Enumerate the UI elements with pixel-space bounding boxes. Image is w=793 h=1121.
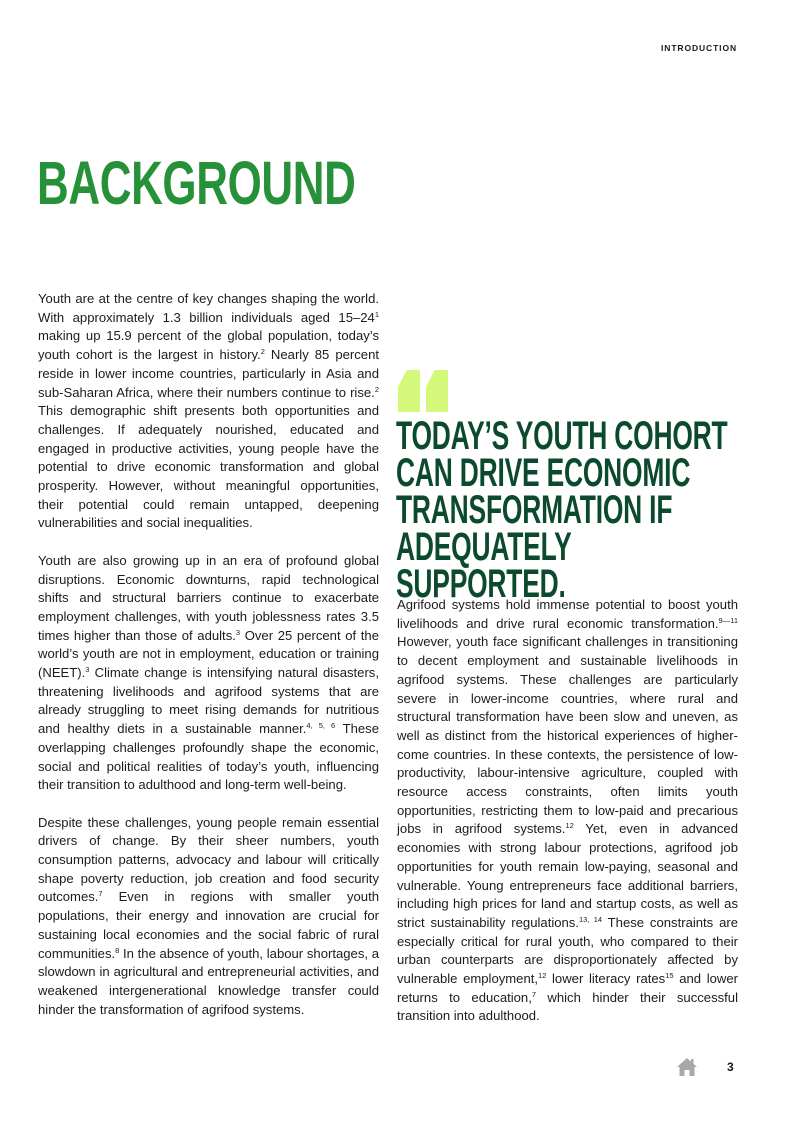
body-text: lower literacy rates — [546, 971, 666, 987]
body-text: However, youth face significant challenges in transitioning to decent employment and sustainable livelihoods in agrifood systems. These challenges are particularly severe in lower-income countries, where rural and structural transformation have been slow and uneven, as well as distinct from the historical experiences of higher-come countries. In these contexts, the persistence of low-productivity, labour-intensive agriculture, coupled with resource access constraints, often limits youth opportunities, restricting them to low-paid and precarious jobs in agrifood systems. — [397, 634, 738, 837]
footnote-ref[interactable]: 15 — [665, 971, 674, 981]
footnote-ref[interactable]: 12 — [538, 971, 547, 981]
body-text: Despite these challenges, young people remain essential drivers of change. By their sheer numbers, youth consumption patterns, advocacy and labour will critically shape poverty reduction, job creation and food security outcomes. — [38, 814, 379, 905]
body-text: Even in regions with smaller youth populations, their energy and innovation are crucial for sustaining local economies and the social fabric of rural communities. — [38, 889, 379, 961]
footnote-ref[interactable]: 2 — [260, 347, 265, 357]
section-label: INTRODUCTION — [661, 43, 737, 53]
home-icon[interactable] — [676, 1057, 698, 1077]
footnote-ref[interactable]: 8 — [115, 945, 120, 955]
right-column — [397, 596, 738, 1045]
pull-quote-text: TODAY’S YOUTH COHORT CAN DRIVE ECONOMIC TRANSFORMATION IF ADEQUATELY SUPPORTED. — [396, 414, 728, 606]
paragraph — [38, 290, 379, 533]
footnote-ref[interactable]: 3 — [235, 627, 241, 637]
page-footer — [676, 1057, 734, 1077]
footnote-ref[interactable]: 4, 5, 6 — [306, 721, 336, 731]
body-text: which hinder their successful transition into adulthood. — [397, 989, 739, 1024]
footnote-ref[interactable]: 1 — [374, 309, 379, 319]
body-text: Nearly 85 percent reside in lower income countries, particularly in Asia and sub-Saharan Africa, where their numbers continue to rise. — [38, 347, 379, 400]
body-text: Over 25 percent of the world’s youth are not in employment, education or training (NEET). — [38, 627, 379, 681]
footnote-ref[interactable]: 2 — [374, 384, 379, 394]
footnote-ref[interactable]: 7 — [98, 889, 103, 899]
body-text: making up 15.9 percent of the global population, today’s youth cohort is the largest in history. — [38, 328, 379, 363]
body-text: Youth are at the centre of key changes shaping the world. With approximately 1.3 billion individuals aged 15–24 — [38, 291, 379, 325]
body-text: In the absence of youth, labour shortages, a slowdown in agricultural and entrepreneurial activities, and weakened intergenerational knowledge transfer could hinder the transformation of agrifood systems. — [38, 945, 379, 1017]
body-text: Agrifood systems hold immense potential to boost youth livelihoods and drive rural economic transformation. — [397, 597, 738, 631]
footnote-ref[interactable]: 9—11 — [718, 615, 738, 625]
body-text: Yet, even in advanced economies with strong labour protections, agrifood job opportunities for youth remain low-paying, seasonal and vulnerable. Young entrepreneurs face additional barriers, including high prices for land and startup costs, as well as strict sustainability regulations. — [397, 821, 738, 930]
body-text: Youth are also growing up in an era of profound global disruptions. Economic downturns, rapid technological shifts and structural barriers continue to exacerbate employment challenges, with youth joblessness rates 3.5 times higher than those of adults. — [38, 552, 379, 643]
footnote-ref[interactable]: 12 — [565, 821, 574, 831]
footnote-ref[interactable]: 3 — [85, 665, 90, 675]
paragraph — [38, 814, 379, 1020]
left-column — [38, 290, 379, 1038]
page-number: 3 — [727, 1060, 734, 1074]
body-text: These constraints are especially critical for rural youth, who compared to their urban counterparts are disproportionately affected by vulnerable employment, — [397, 914, 738, 987]
body-text: These overlapping challenges profoundly shape the economic, social and political realities of today’s youth, influencing their transition to adulthood and long-term well-being. — [38, 721, 379, 793]
quote-mark-icon — [396, 368, 454, 414]
footnote-ref[interactable]: 7 — [531, 989, 537, 999]
page-title: BACKGROUND — [37, 149, 356, 217]
body-text: This demographic shift presents both opportunities and challenges. If adequately nourished, educated and engaged in productive activities, young people have the potential to drive economic transformation and global prosperity. However, without meaningful opportunities, their potential could remain untapped, deepening vulnerabilities and social inequalities. — [38, 403, 379, 531]
paragraph — [38, 552, 379, 795]
footnote-ref[interactable]: 13, 14 — [579, 914, 603, 924]
body-text: and lower returns to education, — [397, 971, 738, 1005]
body-text: Climate change is intensifying natural disasters, threatening livelihoods and agrifood systems that are already struggling to meet rising demands for nutritious and healthy diets in a sustainable manner. — [38, 665, 379, 737]
pull-quote — [396, 368, 746, 606]
paragraph — [397, 596, 738, 1026]
